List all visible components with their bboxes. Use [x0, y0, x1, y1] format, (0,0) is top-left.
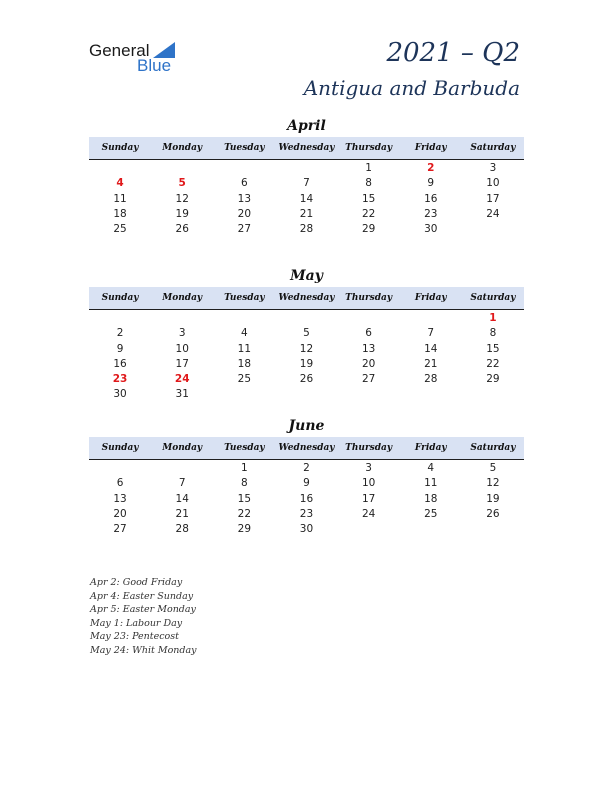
day-cell: 20	[361, 357, 376, 370]
empty-day-cell	[151, 461, 213, 476]
weekday-tuesday: Tuesday	[224, 293, 265, 303]
day-cell: 30	[113, 388, 127, 401]
holiday-entry: Apr 2: Good Friday	[90, 577, 183, 588]
empty-day-cell	[213, 161, 275, 176]
day-cell: 26	[175, 223, 189, 236]
day-cell: 17	[175, 357, 189, 370]
day-cell: 2	[116, 327, 124, 340]
day-cell: 6	[365, 327, 372, 340]
logo-text-blue: Blue	[137, 56, 172, 75]
day-cell: 13	[113, 492, 127, 505]
weekday-monday: Monday	[162, 293, 203, 303]
day-cell: 26	[299, 373, 314, 386]
day-cell: 5	[178, 177, 186, 190]
week-row	[89, 507, 524, 522]
day-cell: 28	[424, 373, 438, 386]
day-cell: 1	[365, 162, 372, 174]
weekday-monday: Monday	[162, 443, 203, 453]
empty-day-cell	[462, 222, 524, 237]
empty-day-cell	[213, 311, 275, 326]
holiday-entry: May 1: Labour Day	[90, 617, 183, 629]
day-cell: 29	[237, 523, 252, 536]
week-row	[89, 476, 524, 491]
month-may	[89, 265, 524, 403]
weekday-tuesday: Tuesday	[224, 443, 265, 453]
brand-logo	[89, 40, 189, 76]
day-cell: 19	[299, 357, 314, 370]
day-cell: 18	[424, 492, 438, 505]
week-row	[89, 326, 524, 341]
holiday-entry: Apr 5: Easter Monday	[90, 604, 196, 616]
empty-day-cell	[213, 387, 275, 402]
weekday-header-row	[89, 437, 524, 460]
day-cell: 18	[113, 207, 127, 220]
day-cell: 3	[178, 327, 186, 340]
day-cell: 2	[427, 162, 435, 174]
day-cell: 10	[175, 342, 189, 355]
week-row	[89, 342, 524, 357]
week-row	[89, 357, 524, 372]
day-cell: 11	[424, 477, 438, 490]
day-cell: 19	[175, 207, 189, 220]
day-cell: 11	[113, 192, 127, 205]
day-cell: 16	[424, 192, 438, 205]
day-cell: 27	[113, 523, 127, 536]
empty-day-cell	[151, 311, 213, 326]
week-row	[89, 176, 524, 191]
day-cell: 21	[299, 207, 314, 220]
weekday-wednesday: Wednesday	[278, 443, 335, 453]
day-cell: 12	[486, 477, 500, 490]
day-cell: 29	[486, 373, 500, 386]
day-cell: 9	[303, 477, 310, 490]
day-cell: 18	[237, 357, 252, 370]
week-row	[89, 522, 524, 537]
weekday-thursday: Thursday	[345, 293, 393, 303]
day-cell: 14	[424, 342, 438, 355]
day-cell: 23	[112, 373, 128, 386]
week-row	[89, 222, 524, 237]
empty-day-cell	[275, 387, 337, 402]
weekday-thursday: Thursday	[345, 443, 393, 453]
day-cell: 4	[241, 327, 248, 340]
day-cell: 30	[299, 523, 314, 536]
day-cell: 7	[178, 477, 186, 490]
day-cell: 1	[241, 462, 248, 474]
empty-day-cell	[89, 161, 151, 176]
weekday-saturday: Saturday	[470, 143, 516, 153]
weekday-saturday: Saturday	[470, 293, 516, 303]
month-april	[89, 115, 524, 237]
empty-day-cell	[338, 311, 400, 326]
empty-day-cell	[275, 161, 337, 176]
week-row	[89, 492, 524, 507]
week-row	[89, 311, 524, 326]
day-cell: 15	[361, 192, 376, 205]
day-cell: 6	[116, 477, 124, 490]
day-cell: 27	[237, 223, 252, 236]
day-cell: 4	[116, 177, 124, 190]
day-cell: 24	[361, 507, 376, 520]
weekday-friday: Friday	[414, 293, 447, 303]
holiday-entry: May 23: Pentecost	[90, 631, 179, 643]
day-cell: 25	[424, 507, 438, 520]
week-row	[89, 207, 524, 222]
weekday-sunday: Sunday	[101, 293, 139, 303]
weekday-saturday: Saturday	[470, 443, 516, 453]
day-cell: 7	[427, 327, 435, 340]
empty-day-cell	[400, 522, 462, 537]
day-cell: 20	[113, 507, 127, 520]
day-cell: 22	[361, 207, 376, 220]
day-cell: 10	[486, 177, 500, 190]
day-cell: 29	[361, 223, 376, 236]
day-cell: 5	[303, 327, 310, 340]
weekday-tuesday: Tuesday	[224, 143, 265, 153]
day-cell: 14	[175, 492, 189, 505]
day-cell: 17	[486, 192, 500, 205]
empty-day-cell	[400, 311, 462, 326]
empty-day-cell	[89, 311, 151, 326]
day-cell: 26	[486, 507, 500, 520]
day-cell: 8	[241, 477, 248, 490]
month-name: April	[287, 118, 326, 134]
day-cell: 25	[113, 223, 127, 236]
empty-day-cell	[400, 387, 462, 402]
week-row	[89, 461, 524, 476]
weekday-sunday: Sunday	[101, 143, 139, 153]
weekday-sunday: Sunday	[101, 443, 139, 453]
day-cell: 27	[361, 373, 376, 386]
weekday-wednesday: Wednesday	[278, 293, 335, 303]
day-cell: 7	[303, 177, 310, 190]
day-cell: 3	[489, 162, 497, 174]
weekday-thursday: Thursday	[345, 143, 393, 153]
day-cell: 8	[489, 327, 497, 340]
day-cell: 28	[299, 223, 314, 236]
weekday-header-row	[89, 137, 524, 160]
day-cell: 16	[299, 492, 314, 505]
holiday-entry: Apr 4: Easter Sunday	[90, 590, 194, 602]
day-cell: 8	[365, 177, 372, 190]
day-cell: 13	[237, 192, 252, 205]
day-cell: 22	[486, 357, 500, 370]
empty-day-cell	[89, 461, 151, 476]
day-cell: 4	[427, 462, 435, 474]
day-cell: 9	[116, 342, 124, 355]
empty-day-cell	[275, 311, 337, 326]
logo-text-general: General	[89, 41, 150, 60]
weekday-header-row	[89, 287, 524, 310]
empty-day-cell	[338, 522, 400, 537]
day-cell: 13	[361, 342, 376, 355]
day-cell: 21	[175, 507, 189, 520]
day-cell: 22	[237, 507, 252, 520]
day-cell: 12	[299, 342, 314, 355]
day-cell: 14	[299, 192, 314, 205]
weekday-friday: Friday	[414, 143, 447, 153]
weekday-wednesday: Wednesday	[278, 143, 335, 153]
country-subtitle: Antigua and Barbuda	[303, 76, 520, 100]
day-cell: 21	[424, 357, 438, 370]
day-cell: 25	[237, 373, 252, 386]
day-cell: 24	[174, 373, 190, 386]
day-cell: 15	[486, 342, 500, 355]
day-cell: 6	[241, 177, 248, 190]
day-cell: 2	[303, 462, 310, 474]
empty-day-cell	[462, 387, 524, 402]
day-cell: 30	[424, 223, 438, 236]
week-row	[89, 372, 524, 387]
day-cell: 9	[427, 177, 435, 190]
empty-day-cell	[338, 387, 400, 402]
day-cell: 12	[175, 192, 189, 205]
week-row	[89, 387, 524, 402]
month-name: May	[290, 268, 323, 284]
day-cell: 23	[299, 507, 314, 520]
empty-day-cell	[151, 161, 213, 176]
holiday-entry: May 24: Whit Monday	[90, 644, 197, 656]
day-cell: 31	[175, 388, 189, 401]
empty-day-cell	[462, 522, 524, 537]
month-june	[89, 415, 524, 537]
day-cell: 1	[489, 312, 497, 324]
day-cell: 20	[237, 207, 252, 220]
month-name: June	[288, 418, 325, 434]
day-cell: 19	[486, 492, 500, 505]
day-cell: 5	[489, 462, 497, 474]
day-cell: 24	[486, 207, 500, 220]
day-cell: 28	[175, 523, 189, 536]
weekday-monday: Monday	[162, 143, 203, 153]
day-cell: 11	[237, 342, 252, 355]
day-cell: 10	[361, 477, 376, 490]
weekday-friday: Friday	[414, 443, 447, 453]
week-row	[89, 192, 524, 207]
day-cell: 15	[237, 492, 252, 505]
holiday-list	[90, 576, 197, 658]
day-cell: 23	[424, 207, 438, 220]
week-row	[89, 161, 524, 176]
day-cell: 3	[365, 462, 372, 474]
page-title: 2021 – Q2	[386, 38, 520, 68]
day-cell: 17	[361, 492, 376, 505]
day-cell: 16	[113, 357, 127, 370]
